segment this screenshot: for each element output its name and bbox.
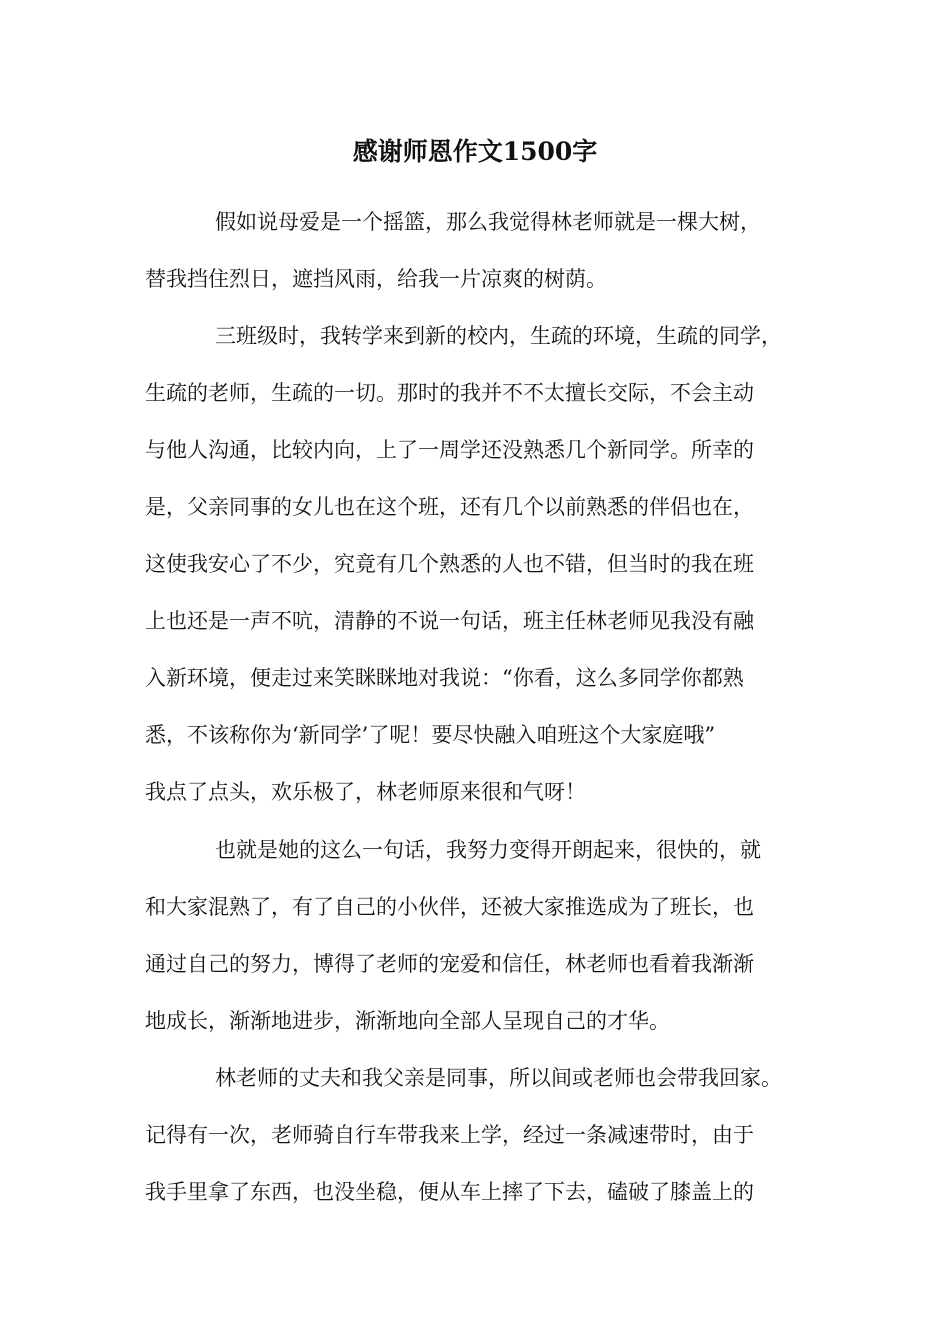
text-line: 三班级时，我转学来到新的校内，生疏的环境，生疏的同学， [215,324,782,348]
text-line: 悉，不该称你为‘新同学’了呢！要尽快融入咱班这个大家庭哦” [145,723,716,747]
text-line: 是，父亲同事的女儿也在这个班，还有几个以前熟悉的伴侣也在， [145,495,754,519]
text-line: 我手里拿了东西，也没坐稳，便从车上摔了下去，磕破了膝盖上的 [145,1180,754,1204]
text-line: 也就是她的这么一句话，我努力变得开朗起来，很快的，就 [215,838,761,862]
text-line: 替我挡住烈日，遮挡风雨，给我一片凉爽的树荫。 [145,267,607,291]
text-line: 入新环境，便走过来笑眯眯地对我说：“你看，这么多同学你都熟 [145,666,744,690]
text-line: 这使我安心了不少，究竟有几个熟悉的人也不错，但当时的我在班 [145,552,754,576]
text-line: 林老师的丈夫和我父亲是同事，所以间或老师也会带我回家。 [215,1066,782,1090]
text-line: 记得有一次，老师骑自行车带我来上学，经过一条减速带时，由于 [145,1123,754,1147]
text-line: 地成长，渐渐地进步，渐渐地向全部人呈现自己的才华。 [145,1009,670,1033]
text-line: 我点了点头，欢乐极了，林老师原来很和气呀！ [145,780,586,804]
document-title: 感谢师恩作文1500字 [352,137,598,166]
text-line: 和大家混熟了，有了自己的小伙伴，还被大家推选成为了班长，也 [145,895,754,919]
text-line: 通过自己的努力，博得了老师的宠爱和信任，林老师也看着我渐渐 [145,952,754,976]
text-line: 生疏的老师，生疏的一切。那时的我并不不太擅长交际，不会主动 [145,381,754,405]
text-line: 上也还是一声不吭，清静的不说一句话，班主任林老师见我没有融 [145,609,754,633]
text-line: 假如说母爱是一个摇篮，那么我觉得林老师就是一棵大树， [215,210,761,234]
text-line: 与他人沟通，比较内向，上了一周学还没熟悉几个新同学。所幸的 [145,438,754,462]
